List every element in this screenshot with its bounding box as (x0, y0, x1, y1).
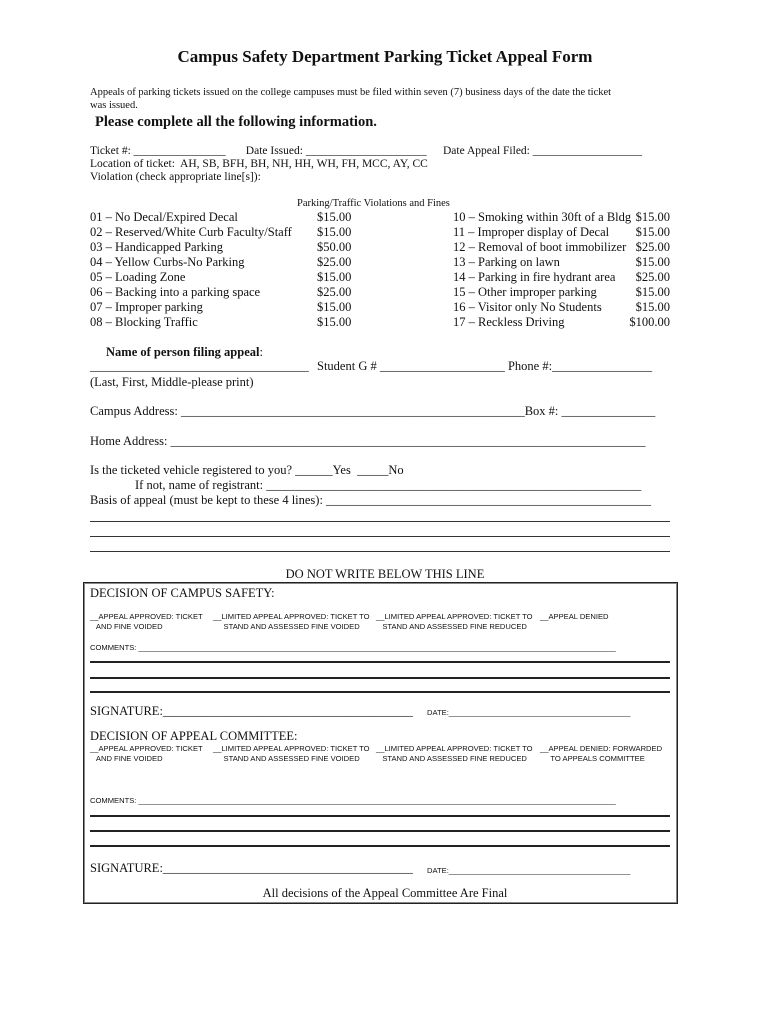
violation-fine: $25.00 (317, 255, 352, 269)
violation-fine: $15.00 (635, 225, 670, 239)
violation-label[interactable]: 16 – Visitor only No Students (453, 300, 602, 314)
safety-comment-line-3[interactable] (90, 691, 670, 693)
safety-signature-field[interactable]: SIGNATURE:________________________________________ (90, 704, 413, 718)
filer-name-label-text: Name of person filing appeal (106, 345, 260, 359)
violation-fine: $15.00 (317, 300, 352, 314)
committee-option-denied-forwarded[interactable]: __APPEAL DENIED: FORWARDED TO APPEALS COMMITTEE (540, 744, 663, 763)
violation-label[interactable]: 05 – Loading Zone (90, 270, 186, 284)
safety-comment-line-1[interactable] (90, 661, 670, 663)
violation-label[interactable]: 11 – Improper display of Decal (453, 225, 610, 239)
violation-label[interactable]: 03 – Handicapped Parking (90, 240, 223, 254)
violations-caption: Parking/Traffic Violations and Fines (297, 198, 450, 209)
home-address-field[interactable]: Home Address: ____________________________________________________________________________ (90, 434, 646, 448)
violation-label[interactable]: 07 – Improper parking (90, 300, 203, 314)
do-not-write-notice: DO NOT WRITE BELOW THIS LINE (285, 567, 485, 581)
violation-label[interactable]: 10 – Smoking within 30ft of a Bldg (453, 210, 632, 224)
violation-fine: $15.00 (635, 255, 670, 269)
vehicle-registered-question[interactable]: Is the ticketed vehicle registered to you? ______Yes _____No (90, 463, 404, 477)
decision-campus-safety-heading: DECISION OF CAMPUS SAFETY: (90, 586, 275, 600)
violation-fine: $15.00 (317, 210, 352, 224)
violation-label[interactable]: 17 – Reckless Driving (453, 315, 565, 329)
safety-option-limited-voided[interactable]: __LIMITED APPEAL APPROVED: TICKET TO STAND AND ASSESSED FINE VOIDED (213, 612, 370, 631)
safety-comment-line-2[interactable] (90, 677, 670, 679)
violation-label[interactable]: 01 – No Decal/Expired Decal (90, 210, 238, 224)
committee-comment-line-2[interactable] (90, 830, 670, 832)
safety-option-denied[interactable]: __APPEAL DENIED (540, 612, 609, 621)
violation-label[interactable]: 15 – Other improper parking (453, 285, 597, 299)
basis-line-3[interactable] (90, 536, 670, 537)
committee-comment-line-3[interactable] (90, 845, 670, 847)
final-decision-note: All decisions of the Appeal Committee Are Final (262, 886, 508, 900)
decision-committee-heading: DECISION OF APPEAL COMMITTEE: (90, 729, 298, 743)
committee-date-field[interactable]: DATE:___________________________________________ (427, 866, 631, 875)
date-appeal-filed-field[interactable]: Date Appeal Filed: ___________________ (443, 145, 642, 157)
basis-line-4[interactable] (90, 551, 670, 552)
committee-comments-field[interactable]: COMMENTS: _________________________________________________________________________________________________________________ (90, 796, 616, 805)
committee-comment-line-1[interactable] (90, 815, 670, 817)
committee-signature-field[interactable]: SIGNATURE:________________________________________ (90, 861, 413, 875)
section-heading: Please complete all the following information. (95, 114, 377, 130)
violation-fine: $100.00 (629, 315, 670, 329)
basis-line-2[interactable] (90, 521, 670, 522)
safety-date-field[interactable]: DATE:___________________________________________ (427, 708, 631, 717)
location-of-ticket: Location of ticket: AH, SB, BFH, BH, NH, HH, WH, FH, MCC, AY, CC (90, 158, 428, 170)
violation-fine: $15.00 (635, 285, 670, 299)
campus-address-field[interactable]: Campus Address: _______________________________________________________Box #: _______________ (90, 404, 656, 418)
safety-comments-field[interactable]: COMMENTS: _________________________________________________________________________________________________________________ (90, 643, 616, 652)
violation-fine: $15.00 (635, 210, 670, 224)
committee-option-approved[interactable]: __APPEAL APPROVED: TICKET AND FINE VOIDED (90, 744, 203, 763)
violation-fine: $50.00 (317, 240, 352, 254)
violation-fine: $25.00 (635, 270, 670, 284)
violation-fine: $25.00 (635, 240, 670, 254)
committee-option-limited-reduced[interactable]: __LIMITED APPEAL APPROVED: TICKET TO STAND AND ASSESSED FINE REDUCED (376, 744, 533, 763)
student-g-phone-field[interactable]: Student G # ____________________ Phone #:________________ (317, 359, 653, 373)
filer-name-field[interactable]: ___________________________________ (90, 359, 309, 373)
intro-text: Appeals of parking tickets issued on the college campuses must be filed within seven (7) business days of the date the ticket (90, 87, 612, 98)
violation-label[interactable]: 13 – Parking on lawn (453, 255, 560, 269)
violation-fine: $25.00 (317, 285, 352, 299)
violation-fine: $15.00 (635, 300, 670, 314)
intro-text-continued: was issued. (90, 100, 138, 111)
registrant-name-field[interactable]: If not, name of registrant: ____________________________________________________________ (135, 478, 642, 492)
filer-name-label (106, 345, 263, 360)
name-format-hint: (Last, First, Middle-please print) (90, 375, 254, 389)
violation-label[interactable]: 06 – Backing into a parking space (90, 285, 261, 299)
safety-option-approved[interactable]: __APPEAL APPROVED: TICKET AND FINE VOIDED (90, 612, 203, 631)
ticket-number-field[interactable]: Ticket #: ________________ Date Issued: _____________________ (90, 145, 427, 157)
violation-fine: $15.00 (317, 270, 352, 284)
violation-label[interactable]: 04 – Yellow Curbs-No Parking (90, 255, 245, 269)
violation-label[interactable]: 12 – Removal of boot immobilizer (453, 240, 627, 254)
violation-label[interactable]: 08 – Blocking Traffic (90, 315, 198, 329)
violation-instructions: Violation (check appropriate line[s]): (90, 171, 261, 183)
safety-option-limited-reduced[interactable]: __LIMITED APPEAL APPROVED: TICKET TO STAND AND ASSESSED FINE REDUCED (376, 612, 533, 631)
violation-fine: $15.00 (317, 225, 352, 239)
violation-label[interactable]: 02 – Reserved/White Curb Faculty/Staff (90, 225, 292, 239)
filer-name-colon: : (259, 345, 263, 359)
page-title: Campus Safety Department Parking Ticket Appeal Form (177, 47, 593, 66)
violation-fine: $15.00 (317, 315, 352, 329)
violation-label[interactable]: 14 – Parking in fire hydrant area (453, 270, 616, 284)
committee-option-limited-voided[interactable]: __LIMITED APPEAL APPROVED: TICKET TO STAND AND ASSESSED FINE VOIDED (213, 744, 370, 763)
basis-of-appeal-field[interactable]: Basis of appeal (must be kept to these 4 lines): ____________________________________________________ (90, 493, 652, 507)
